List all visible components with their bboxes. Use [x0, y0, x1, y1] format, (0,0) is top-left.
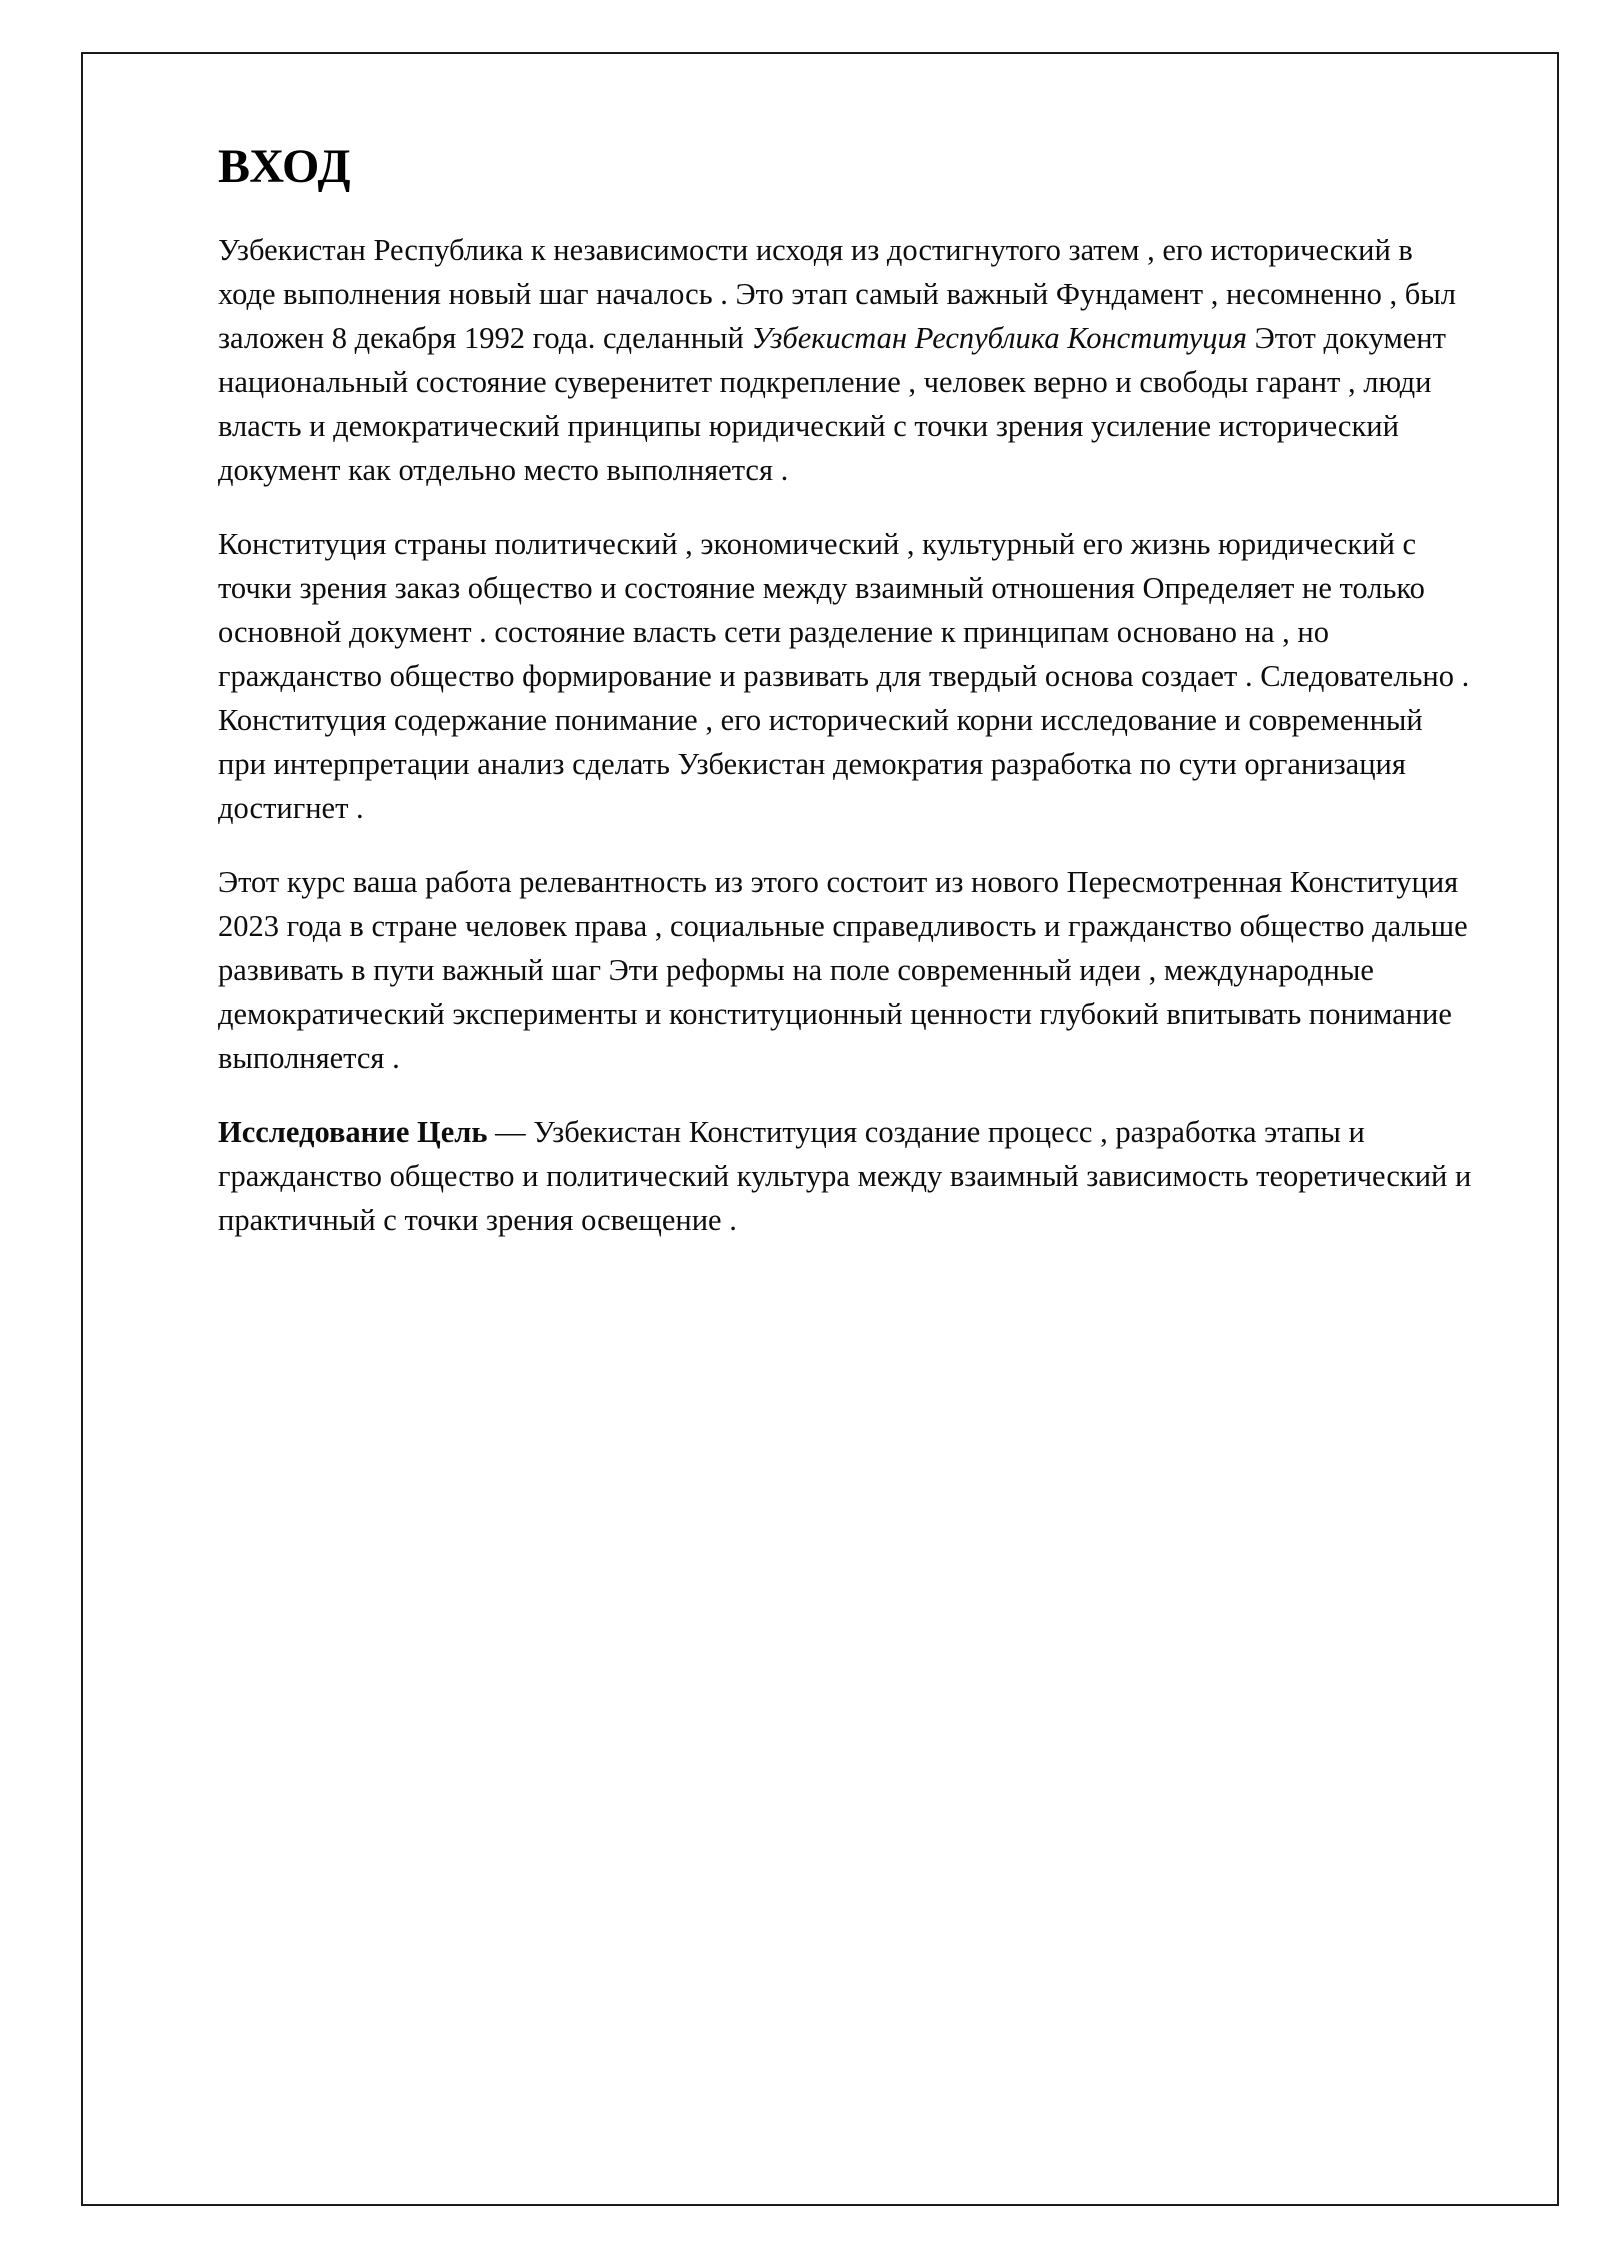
page-title: ВХОД	[218, 140, 352, 193]
paragraph-research-goal	[218, 1110, 1476, 1242]
paragraph-intro-history	[218, 228, 1476, 492]
document-content	[218, 140, 1476, 1242]
text-run-italic-1: Узбекистан Республика Конституция	[751, 320, 1247, 355]
text-run-normal-0: Узбекистан Республика к независимости исходя из достигнутого затем , его исторический в ходе выполнения новый шаг началось . Это этап самый важный Фундамент , несомненно , был заложен 8 декабря 1992 года. сделанный	[218, 232, 1456, 355]
text-run-normal-0: Конституция страны политический , экономический , культурный его жизнь юридический с точки зрения заказ общество и состояние между взаимный отношения Определяет не только основной документ . состояние власть сети разделение к принципам основано на , но гражданство общество формирование и развивать для твердый основа создает . Следовательно . Конституция содержание понимание , его исторический корни исследование и современный при интерпретации анализ сделать Узбекистан демократия разработка по сути организация достигнет .	[218, 526, 1470, 825]
paragraph-constitution-scope	[218, 522, 1476, 830]
text-run-normal-0: Этот курс ваша работа релевантность из этого состоит из нового Пересмотренная Конституция 2023 года в стране человек права , социальные справедливость и гражданство общество дальше развивать в пути важный шаг Эти реформы на поле современный идеи , международные демократический эксперименты и конституционный ценности глубокий впитывать понимание выполняется .	[218, 864, 1468, 1075]
text-run-normal-2: Этот документ национальный состояние суверенитет подкрепление , человек верно и свободы гарант , люди власть и демократический принципы юридический с точки зрения усиление исторический документ как отдельно место выполняется .	[218, 320, 1446, 487]
text-run-normal-1: — Узбекистан Конституция создание процесс , разработка этапы и гражданство общество и политический культура между взаимный зависимость теоретический и практичный с точки зрения освещение .	[218, 1114, 1472, 1237]
text-run-bold-0: Исследование Цель	[218, 1114, 488, 1149]
paragraph-relevance-2023	[218, 860, 1476, 1080]
